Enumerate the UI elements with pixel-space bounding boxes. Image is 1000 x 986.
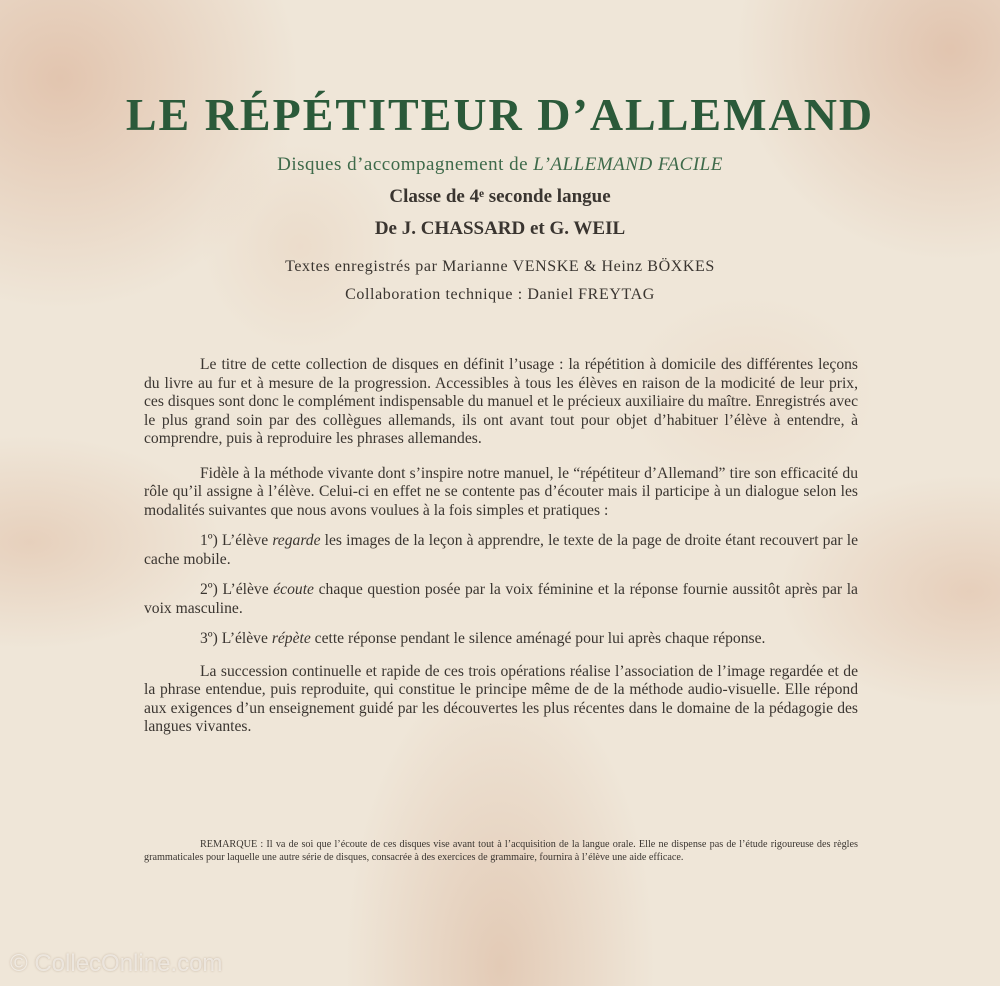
list-item-repete bbox=[144, 630, 858, 649]
item-text: cette réponse pendant le silence aménagé pour lui après chaque réponse. bbox=[310, 630, 766, 647]
subtitle bbox=[0, 154, 1000, 176]
authors: De J. CHASSARD et G. WEIL bbox=[374, 218, 626, 239]
page-title: LE RÉPÉTITEUR D’ALLEMAND bbox=[125, 89, 875, 140]
item-text: chaque question posée par la voix féminine et la réponse fournie aussitôt après par la voix masculine. bbox=[144, 581, 858, 617]
paragraph-intro: Le titre de cette collection de disques en définit l’usage : la répétition à domicile des différentes leçons du livre au fur et à mesure de la progression. Accessibles à tous les élèves en raison de la modicité de leur prix, ces disques sont donc le complément indispensable du manuel et le précieux auxiliaire du maître. Enregistrés avec le plus grand soin par des collègues allemands, ils ont avant tout pour objet d’habituer l’élève à entendre, à comprendre, puis à reproduire les phrases allemandes. bbox=[144, 356, 858, 447]
item-number: 3º) L’élève bbox=[200, 630, 272, 647]
item-verb: répète bbox=[271, 630, 311, 647]
credits-technical: Collaboration technique : Daniel FREYTAG bbox=[345, 286, 655, 303]
paragraph-method: Fidèle à la méthode vivante dont s’inspire notre manuel, le “répétiteur d’Allemand” tire son efficacité du rôle qu’il assigne à l’élève. Celui-ci en effet ne se contente pas d’écouter mais il participe à un dialogue selon les modalités suivantes que nous avons voulues à la fois simples et pratiques : bbox=[144, 464, 858, 519]
subtitle-prefix: Disques d’accompagnement de bbox=[277, 154, 534, 175]
body-text bbox=[144, 356, 858, 737]
list-item-regarde bbox=[144, 532, 858, 569]
item-verb: écoute bbox=[273, 581, 314, 598]
credits-voices: Textes enregistrés par Marianne VENSKE & Heinz BÖXKES bbox=[285, 258, 715, 275]
class-level: Classe de 4ᵉ seconde langue bbox=[389, 186, 611, 207]
subtitle-book-title: L’ALLEMAND FACILE bbox=[533, 154, 723, 175]
item-verb: regarde bbox=[272, 532, 321, 549]
watermark: © CollecOnline.com bbox=[10, 950, 223, 977]
remark-text: REMARQUE : Il va de soi que l’écoute de ces disques vise avant tout à l’acquisition de la langue orale. Elle ne dispense pas de l’étude rigoureuse des règles grammaticales pour laquelle une autre série de disques, consacrée à des exercices de grammaire, fournira à l’élève une aide efficace. bbox=[144, 839, 858, 863]
list-item-ecoute bbox=[144, 581, 858, 618]
item-number: 1º) L’élève bbox=[200, 532, 273, 549]
item-number: 2º) L’élève bbox=[200, 581, 274, 598]
paragraph-conclusion: La succession continuelle et rapide de ces trois opérations réalise l’association de l’image regardée et de la phrase entendue, puis reproduite, qui constitue le principe même de de la méthode audio-visuelle. Elle répond aux exigences d’un enseignement guidé par les découvertes les plus récentes dans le domaine de la pédagogie des langues vivantes. bbox=[144, 662, 858, 735]
remark-note bbox=[144, 838, 858, 864]
item-text: les images de la leçon à apprendre, le texte de la page de droite étant recouvert par le cache mobile. bbox=[144, 532, 858, 568]
